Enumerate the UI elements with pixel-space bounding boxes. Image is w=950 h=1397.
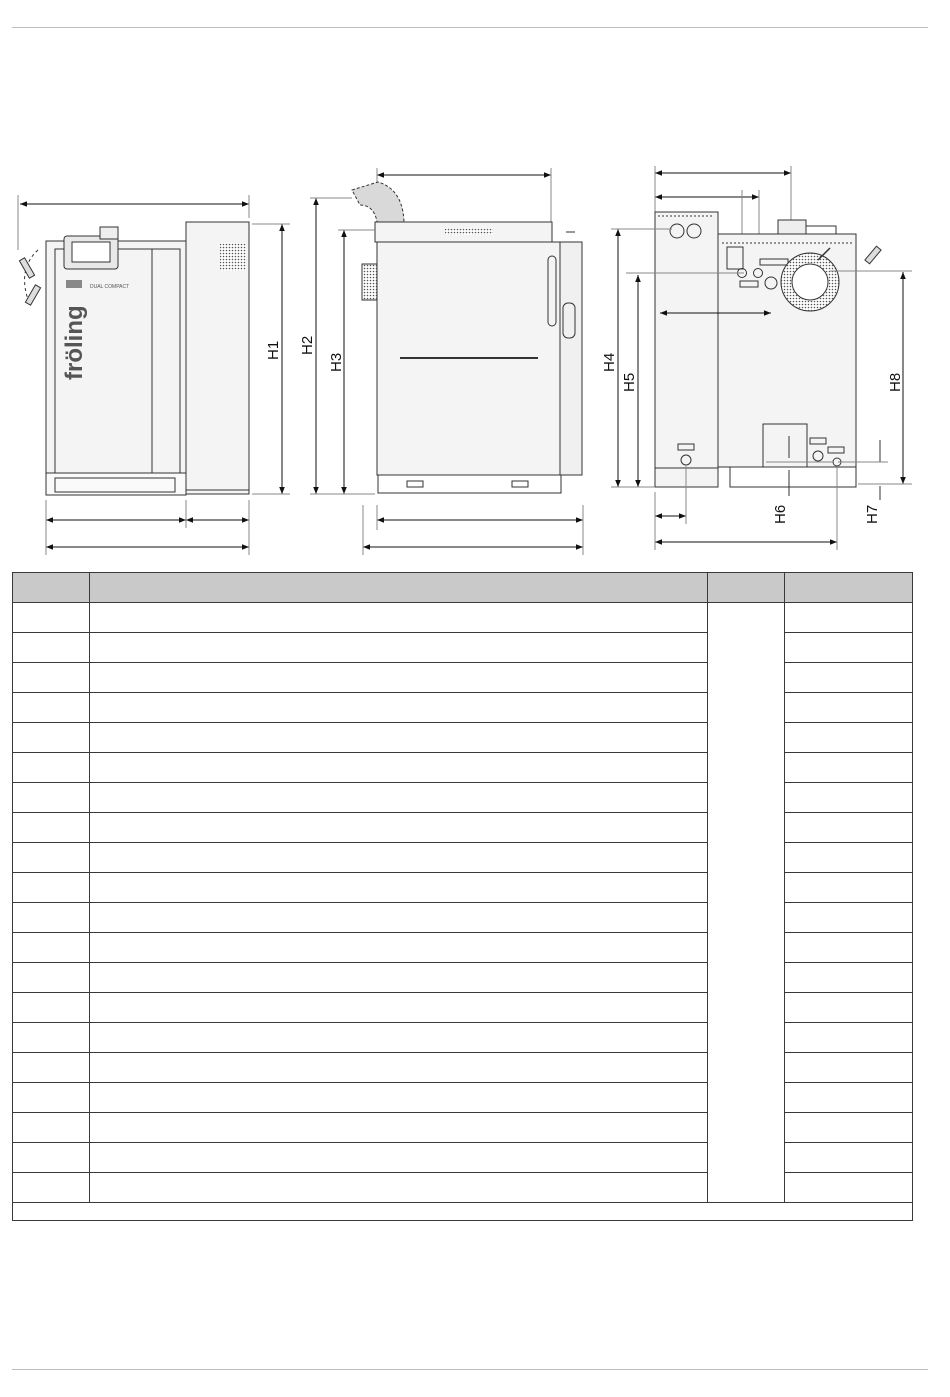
col-header-description	[90, 573, 708, 603]
row-dimension	[13, 1143, 90, 1173]
row-dimension	[13, 903, 90, 933]
row-description	[90, 753, 708, 783]
footer-rule	[12, 1369, 928, 1370]
boiler-dimension-drawing	[0, 0, 950, 565]
row-value	[785, 993, 913, 1023]
row-description	[90, 993, 708, 1023]
row-value	[785, 633, 913, 663]
row-value	[785, 1023, 913, 1053]
row-description	[90, 1083, 708, 1113]
row-dimension	[13, 603, 90, 633]
row-dimension	[13, 843, 90, 873]
dim-label-h6: H6	[772, 504, 789, 524]
dim-label-h7: H7	[864, 504, 881, 524]
row-dimension	[13, 873, 90, 903]
rear-view	[611, 166, 912, 550]
row-value	[785, 723, 913, 753]
row-value	[785, 813, 913, 843]
row-value	[785, 933, 913, 963]
dim-label-h4: H4	[601, 352, 618, 372]
dim-label-h2: H2	[299, 335, 316, 355]
table-header-row	[13, 573, 913, 603]
row-value	[785, 783, 913, 813]
col-header-dimension	[13, 573, 90, 603]
row-dimension	[13, 1023, 90, 1053]
row-description	[90, 1113, 708, 1143]
row-dimension	[13, 963, 90, 993]
row-description	[90, 873, 708, 903]
dim-label-h5: H5	[621, 372, 638, 392]
row-value	[785, 1113, 913, 1143]
side-view	[310, 168, 583, 555]
row-description	[90, 723, 708, 753]
row-description	[90, 933, 708, 963]
row-description	[90, 963, 708, 993]
row-description	[90, 1023, 708, 1053]
row-dimension	[13, 663, 90, 693]
row-dimension	[13, 783, 90, 813]
row-description	[90, 843, 708, 873]
table-footnote	[13, 1203, 913, 1221]
row-value	[785, 1053, 913, 1083]
row-description	[90, 693, 708, 723]
front-view	[18, 195, 290, 555]
row-dimension	[13, 753, 90, 783]
dimension-table	[12, 572, 913, 1221]
table-footnote-row	[13, 1203, 913, 1221]
row-dimension	[13, 1113, 90, 1143]
row-value	[785, 753, 913, 783]
row-description	[90, 633, 708, 663]
row-description	[90, 1143, 708, 1173]
row-value	[785, 663, 913, 693]
row-description	[90, 1053, 708, 1083]
row-description	[90, 783, 708, 813]
row-description	[90, 663, 708, 693]
row-dimension	[13, 993, 90, 1023]
row-value	[785, 873, 913, 903]
row-value	[785, 963, 913, 993]
row-value	[785, 603, 913, 633]
dim-label-h3: H3	[328, 352, 345, 372]
row-dimension	[13, 693, 90, 723]
dim-label-h1: H1	[265, 340, 282, 360]
dim-label-h8: H8	[887, 372, 904, 392]
row-dimension	[13, 1053, 90, 1083]
row-dimension	[13, 933, 90, 963]
table-row	[13, 603, 913, 633]
row-dimension	[13, 723, 90, 753]
row-dimension	[13, 1083, 90, 1113]
row-description	[90, 1173, 708, 1203]
row-value	[785, 693, 913, 723]
model-label: DUAL COMPACT	[90, 284, 130, 290]
row-description	[90, 603, 708, 633]
row-value	[785, 1173, 913, 1203]
row-dimension	[13, 813, 90, 843]
row-dimension	[13, 633, 90, 663]
row-value	[785, 1083, 913, 1113]
row-description	[90, 813, 708, 843]
row-description	[90, 903, 708, 933]
col-header-value	[785, 573, 913, 603]
row-value	[785, 903, 913, 933]
row-value	[785, 843, 913, 873]
col-header-unit	[708, 573, 785, 603]
brand-logo: fröling	[61, 305, 88, 380]
unit-cell	[708, 603, 785, 1203]
row-value	[785, 1143, 913, 1173]
row-dimension	[13, 1173, 90, 1203]
